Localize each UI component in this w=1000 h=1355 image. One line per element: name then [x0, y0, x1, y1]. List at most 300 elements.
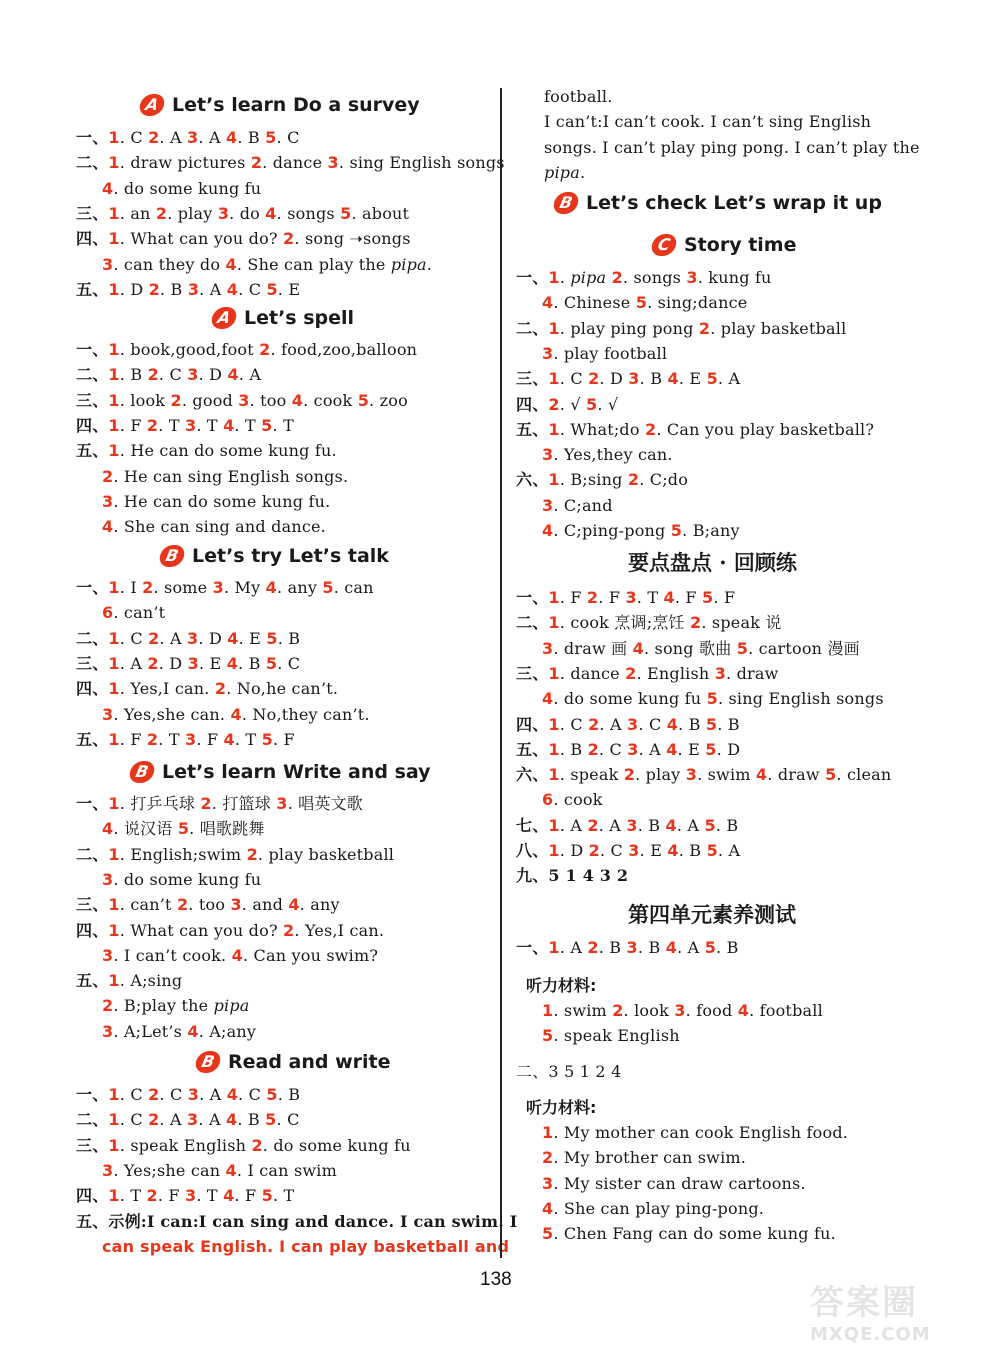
answer-text: . songs: [276, 203, 341, 223]
item-number: 3: [714, 663, 727, 683]
item-number: 3: [187, 628, 199, 648]
answer-line: [516, 841, 740, 861]
answer-text: . I can swim: [236, 1160, 337, 1180]
answer-text: . D: [119, 279, 149, 299]
item-number: 3: [327, 153, 339, 173]
question-label: 五、: [76, 279, 109, 299]
item-number: 1: [548, 419, 560, 439]
answer-text: . look: [119, 390, 171, 410]
item-number: 1: [108, 415, 120, 435]
answer-text: . D: [158, 653, 188, 673]
question-label: 五、: [76, 729, 109, 749]
answer-line: [516, 369, 740, 389]
answer-text: . play football: [553, 343, 668, 363]
section-title: Let’s try Let’s talk: [192, 545, 389, 567]
answer-text: . C: [119, 628, 149, 648]
answer-text: . E: [639, 841, 668, 860]
answer-line: [102, 179, 261, 199]
answer-text: . F: [119, 415, 147, 435]
answer-text: . sing English songs: [338, 153, 505, 173]
item-number: 2: [698, 318, 711, 338]
item-number: 1: [108, 1186, 120, 1206]
item-number: 4: [666, 714, 679, 734]
answer-line: [76, 128, 300, 148]
answer-text: . B: [277, 628, 301, 648]
item-number: 2: [612, 1001, 624, 1020]
answer-line: [102, 492, 330, 512]
answer-text: . C: [119, 1110, 149, 1130]
chapter-heading: 要点盘点 · 回顾练: [628, 550, 797, 575]
item-number: 3: [102, 869, 114, 889]
answer-line: [76, 794, 363, 814]
question-label: 四、: [76, 415, 109, 435]
item-number: 5: [261, 1186, 273, 1206]
answer-text: . some: [153, 578, 213, 597]
answer-text: . C;and: [553, 495, 613, 515]
answer-text: . She can play ping-pong.: [553, 1198, 765, 1218]
item-number: 1: [542, 1001, 554, 1020]
question-label: 三、: [76, 203, 109, 223]
item-number: 1: [108, 1135, 120, 1155]
item-number: 3: [187, 365, 199, 385]
question-label: 四、: [516, 714, 549, 734]
answer-text: . can’t: [119, 895, 177, 915]
answer-line: [76, 340, 417, 360]
section-badge-icon: A: [210, 307, 239, 329]
answer-text: . B: [717, 714, 740, 734]
answer-text: . A: [159, 128, 188, 147]
answer-text: . English;swim: [119, 844, 247, 864]
answer-text: . C: [276, 128, 300, 147]
item-number: 4: [102, 517, 114, 537]
item-number: 2: [623, 765, 636, 785]
item-number: 2: [542, 1148, 554, 1168]
item-number: 3: [185, 1186, 197, 1206]
answer-text: . B: [716, 938, 739, 957]
question-label: 四、: [76, 920, 109, 940]
item-number: 2: [625, 663, 637, 683]
item-number: 3: [187, 1085, 200, 1104]
answer-text: . clean: [836, 765, 892, 785]
item-number: 5: [265, 1110, 277, 1130]
answer-text: . T: [272, 415, 294, 435]
answer-line: football.: [544, 87, 613, 106]
item-number: 2: [142, 578, 154, 597]
question-label: 五、: [516, 419, 549, 439]
item-number: 6: [102, 603, 114, 623]
answer-text: . A: [676, 815, 705, 835]
item-number: 4: [102, 819, 114, 839]
item-number: 2: [176, 895, 189, 915]
question-label: 四、: [76, 1186, 109, 1206]
question-label: 五、: [76, 441, 109, 461]
question-label: 八、: [516, 841, 549, 860]
answer-text: . T: [636, 588, 664, 607]
answer-text: . swim: [553, 1001, 613, 1020]
answer-text: . A;Let’s: [113, 1021, 188, 1041]
answer-text: . draw pictures: [119, 153, 251, 173]
answer-line: songs. I can’t play ping pong. I can’t play the: [544, 137, 920, 157]
answer-text: . football: [749, 1001, 823, 1020]
item-number: 3: [542, 343, 554, 363]
item-number: 4: [223, 415, 235, 435]
answer-text: . can: [333, 578, 374, 597]
answer-line: [76, 921, 384, 941]
answer-text: . C: [238, 279, 267, 299]
answer-text: . B;sing: [559, 470, 628, 490]
answer-text: . D: [198, 365, 228, 385]
item-number: 3: [217, 203, 230, 223]
answer-text: . A: [559, 815, 588, 835]
answer-text: . C: [119, 1085, 149, 1104]
item-number: 5: [265, 653, 278, 673]
answer-line: [102, 1161, 337, 1181]
item-number: 5: [702, 588, 714, 607]
answer-line: [516, 938, 739, 958]
answer-text: . E: [677, 739, 706, 759]
answer-line: [76, 1110, 300, 1130]
answer-line: [76, 679, 338, 699]
item-number: 1: [108, 895, 120, 915]
item-number: can speak English. I can play basketball and: [102, 1236, 510, 1256]
item-number: 4: [187, 1021, 199, 1041]
answer-text: . A: [677, 938, 705, 957]
answer-text: . T: [196, 415, 224, 435]
answer-line: [102, 603, 165, 623]
section-badge-icon: B: [128, 761, 157, 783]
answer-text: . E: [198, 653, 227, 673]
answer-text: . Chen Fang can do some kung fu.: [553, 1224, 836, 1244]
item-number: 5: [706, 369, 718, 389]
answer-text: . speak English: [553, 1026, 680, 1046]
answer-text: . A: [198, 128, 226, 147]
answer-line: [516, 588, 735, 608]
watermark-text: 答案圈: [810, 1283, 918, 1323]
answer-text: . C: [638, 714, 667, 734]
item-number: 1: [548, 663, 560, 683]
answer-text: . Yes,she can.: [113, 704, 231, 724]
answer-line: [76, 280, 300, 300]
section-title: Story time: [684, 234, 797, 256]
item-number: 1: [548, 613, 560, 633]
answer-text: . play: [167, 203, 218, 223]
answer-text: . No,they can’t.: [241, 704, 370, 724]
section-heading: [212, 305, 354, 331]
answer-text: . Yes,they can.: [553, 445, 673, 465]
answer-line: [76, 730, 295, 750]
answer-text: . T: [119, 1186, 147, 1206]
item-number: 3: [625, 588, 637, 607]
item-number: 3: [627, 739, 639, 759]
answer-line: [102, 946, 378, 966]
answer-text: . can they do: [113, 254, 226, 274]
answer-text: . What;do: [559, 419, 645, 439]
item-number: 4: [227, 628, 239, 648]
answer-line: [76, 416, 294, 436]
item-number: 4: [226, 1110, 238, 1130]
item-number: 2: [645, 419, 657, 439]
answer-text: . play ping pong: [559, 318, 699, 338]
item-number: 2: [611, 268, 623, 287]
answer-text: . draw 画: [553, 638, 633, 658]
answer-text: . A: [198, 1110, 226, 1130]
answer-text: . C;do: [639, 470, 689, 490]
item-number: 5: [704, 815, 716, 835]
item-number: 3: [542, 495, 554, 515]
answer-text: . E: [678, 369, 707, 389]
answer-text: . B: [678, 841, 707, 860]
question-label: 一、: [76, 128, 109, 147]
answer-line: [76, 845, 394, 865]
answer-text: . T: [272, 1186, 295, 1206]
item-number: 2: [548, 394, 560, 414]
answer-text: . B: [715, 815, 739, 835]
question-label: 二、: [516, 318, 549, 338]
question-label: 一、: [516, 268, 549, 287]
answer-text: . B: [559, 739, 588, 759]
item-number: 2: [251, 1135, 263, 1155]
question-label: 四、: [76, 679, 109, 699]
answer-text: . A: [717, 841, 741, 860]
answer-text: . B: [119, 365, 148, 385]
answer-text: . She can play the pipa.: [236, 254, 433, 274]
answer-text: . F: [713, 588, 736, 607]
answer-text: . C: [276, 1110, 300, 1130]
item-number: 5: [542, 1026, 554, 1046]
item-number: 1: [108, 340, 120, 359]
answer-text: . Yes,I can.: [119, 679, 215, 699]
item-number: 1: [548, 268, 560, 287]
answer-line: [76, 971, 182, 991]
answer-text: . F: [234, 1186, 262, 1206]
watermark-logo: [810, 1275, 990, 1345]
item-number: 6: [542, 790, 554, 810]
item-number: 5: [265, 128, 277, 147]
section-badge-icon: A: [138, 94, 167, 116]
answer-line: [542, 1174, 806, 1194]
answer-text: . E: [238, 628, 267, 648]
answer-text: . T: [158, 415, 185, 435]
answer-text: . My mother can cook English food.: [553, 1123, 849, 1142]
answer-text: . A: [238, 365, 262, 385]
answer-text: . B: [639, 369, 668, 389]
answer-text: . dance: [559, 663, 626, 683]
answer-text: . do: [229, 203, 266, 223]
item-number: 2: [587, 938, 599, 957]
answer-text: . any: [299, 895, 340, 915]
item-number: 5: [357, 390, 370, 410]
answer-text: . A: [559, 938, 588, 957]
answer-text: . speak: [559, 765, 624, 785]
item-number: 4: [225, 254, 237, 274]
answer-line: [516, 420, 874, 440]
item-number: 3: [542, 445, 554, 465]
item-number: 4: [667, 841, 679, 860]
answer-text: . Yes,I can.: [294, 920, 385, 940]
answer-text: . A: [199, 1085, 227, 1104]
item-number: 4: [230, 704, 242, 724]
answer-text: . draw: [726, 663, 779, 683]
answer-text: . do some kung fu: [113, 869, 262, 889]
answer-text: . T: [158, 729, 185, 749]
item-number: 1: [108, 653, 120, 673]
item-number: 4: [542, 1198, 554, 1218]
item-number: 2: [102, 466, 114, 486]
answer-line: [542, 1026, 680, 1046]
answer-text: . B: [237, 1110, 266, 1130]
answer-text: . He can sing English songs.: [113, 466, 349, 486]
answer-text: . She can sing and dance.: [113, 517, 326, 537]
item-number: 2: [246, 844, 258, 864]
answer-text: . C: [599, 841, 629, 860]
answer-text: . C;ping-pong: [553, 521, 671, 540]
answer-text: . songs: [622, 268, 687, 287]
answer-line: [542, 496, 613, 516]
answer-line: [542, 1199, 764, 1219]
answer-text: . B: [678, 714, 706, 734]
item-number: 3: [102, 491, 114, 511]
page-number: 138: [480, 1269, 512, 1290]
item-number: 4: [226, 279, 239, 299]
answer-text: . B: [598, 938, 627, 957]
item-number: 5: [635, 293, 648, 313]
item-number: 1: [108, 794, 120, 813]
answer-text: . A: [598, 815, 627, 835]
item-number: 3: [674, 1001, 686, 1020]
answer-text: . B: [637, 938, 666, 957]
item-number: 5: [266, 628, 278, 648]
item-number: 2: [214, 679, 227, 699]
item-number: 3: [627, 714, 639, 734]
item-number: 4: [288, 895, 300, 915]
item-number: 2: [148, 128, 160, 147]
section-badge-icon: B: [158, 545, 187, 567]
answer-text: . What can you do?: [119, 229, 284, 249]
answer-text: . C: [559, 714, 589, 734]
question-label: 四、: [516, 394, 549, 414]
question-label: 五、: [76, 971, 109, 991]
question-label: 一、: [76, 1085, 109, 1104]
answer-line: [102, 996, 250, 1016]
item-number: 4: [265, 578, 278, 597]
answer-line: [542, 1001, 823, 1021]
item-number: 4: [665, 815, 677, 835]
answer-line: [542, 790, 603, 810]
answer-text: . F: [119, 729, 147, 749]
item-number: 3: [626, 938, 638, 957]
section-title: Let’s spell: [244, 307, 355, 329]
answer-text: . 打篮球: [211, 794, 277, 813]
answer-text: . T: [234, 729, 262, 749]
answer-text: . F: [272, 729, 295, 749]
item-number: 4: [737, 1001, 750, 1020]
listening-material-title: 听力材料:: [526, 1098, 597, 1117]
answer-text: . A: [717, 369, 741, 389]
item-number: 5: [266, 1085, 278, 1104]
item-number: 3: [187, 1110, 199, 1130]
answer-line: [76, 1136, 411, 1156]
item-number: 5: [266, 279, 278, 299]
section-badge-icon: B: [194, 1051, 223, 1073]
item-number: 5: [736, 638, 749, 658]
answer-line: [542, 1148, 746, 1168]
question-label: 五、示例:I can:I can sing and dance. I can swim. I: [76, 1211, 518, 1231]
answer-line: [516, 319, 846, 339]
item-number: 4: [225, 1160, 237, 1180]
item-number: 5: [261, 415, 273, 435]
answer-text: . D: [599, 369, 629, 389]
answer-line: [76, 153, 505, 173]
item-number: 5: [705, 714, 718, 734]
item-number: 4: [755, 765, 768, 785]
answer-text: . F: [196, 729, 224, 749]
answer-text: . Chinese: [553, 293, 636, 313]
answer-text: . Can you play basketball?: [656, 419, 875, 439]
answer-text: . play basketball: [257, 844, 395, 864]
item-number: 5: [670, 521, 683, 540]
item-number: 1: [108, 1085, 120, 1104]
item-number: 3: [102, 704, 114, 724]
item-number: 2: [155, 203, 168, 223]
answer-text: . draw: [767, 765, 826, 785]
answer-text: . too: [249, 390, 292, 410]
section-heading: [196, 1049, 391, 1075]
answer-text: . song ➝songs: [294, 229, 411, 249]
answer-text: . A;any: [198, 1021, 257, 1041]
answer-line: [516, 765, 891, 785]
answer-line: [542, 445, 673, 465]
section-badge-icon: B: [552, 192, 581, 214]
answer-text: . do some kung fu: [113, 178, 262, 198]
item-number: 5: [586, 394, 598, 414]
answer-text: . play basketball: [710, 318, 847, 338]
answer-line: [102, 1022, 256, 1042]
item-number: 1: [548, 369, 560, 389]
question-label: 二、: [76, 1110, 109, 1130]
answer-text: . B;any: [682, 521, 740, 540]
item-number: 4: [667, 369, 679, 389]
answer-line: [76, 229, 411, 249]
question-label: 五、: [516, 739, 549, 759]
item-number: 5: [261, 729, 273, 749]
answer-text: . speak 说: [701, 613, 782, 633]
item-number: 1: [108, 365, 120, 385]
item-number: 2: [283, 229, 295, 249]
question-label: 三、: [516, 663, 549, 683]
question-label: 九、5 1 4 3 2: [516, 866, 629, 886]
item-number: 4: [223, 1186, 235, 1206]
answer-text: . can’t: [113, 603, 166, 623]
answer-line: [102, 467, 348, 487]
question-label: 三、: [76, 1135, 109, 1155]
question-label: 六、: [516, 765, 549, 785]
answer-text: . C: [238, 1085, 267, 1104]
item-number: 3: [230, 895, 242, 915]
answer-text: . My sister can draw cartoons.: [553, 1173, 806, 1193]
answer-text: . and: [241, 895, 289, 915]
answer-text: . F: [559, 588, 587, 607]
section-heading: [130, 759, 431, 785]
item-number: 3: [185, 729, 197, 749]
answer-text: . A: [199, 279, 227, 299]
answer-line: [76, 654, 300, 674]
answer-text: . play: [635, 765, 686, 785]
item-number: 2: [588, 714, 600, 734]
item-number: 2: [147, 365, 159, 385]
answer-text: . kung fu: [697, 268, 772, 287]
item-number: 2: [146, 415, 159, 435]
answer-text: . B: [237, 128, 266, 147]
